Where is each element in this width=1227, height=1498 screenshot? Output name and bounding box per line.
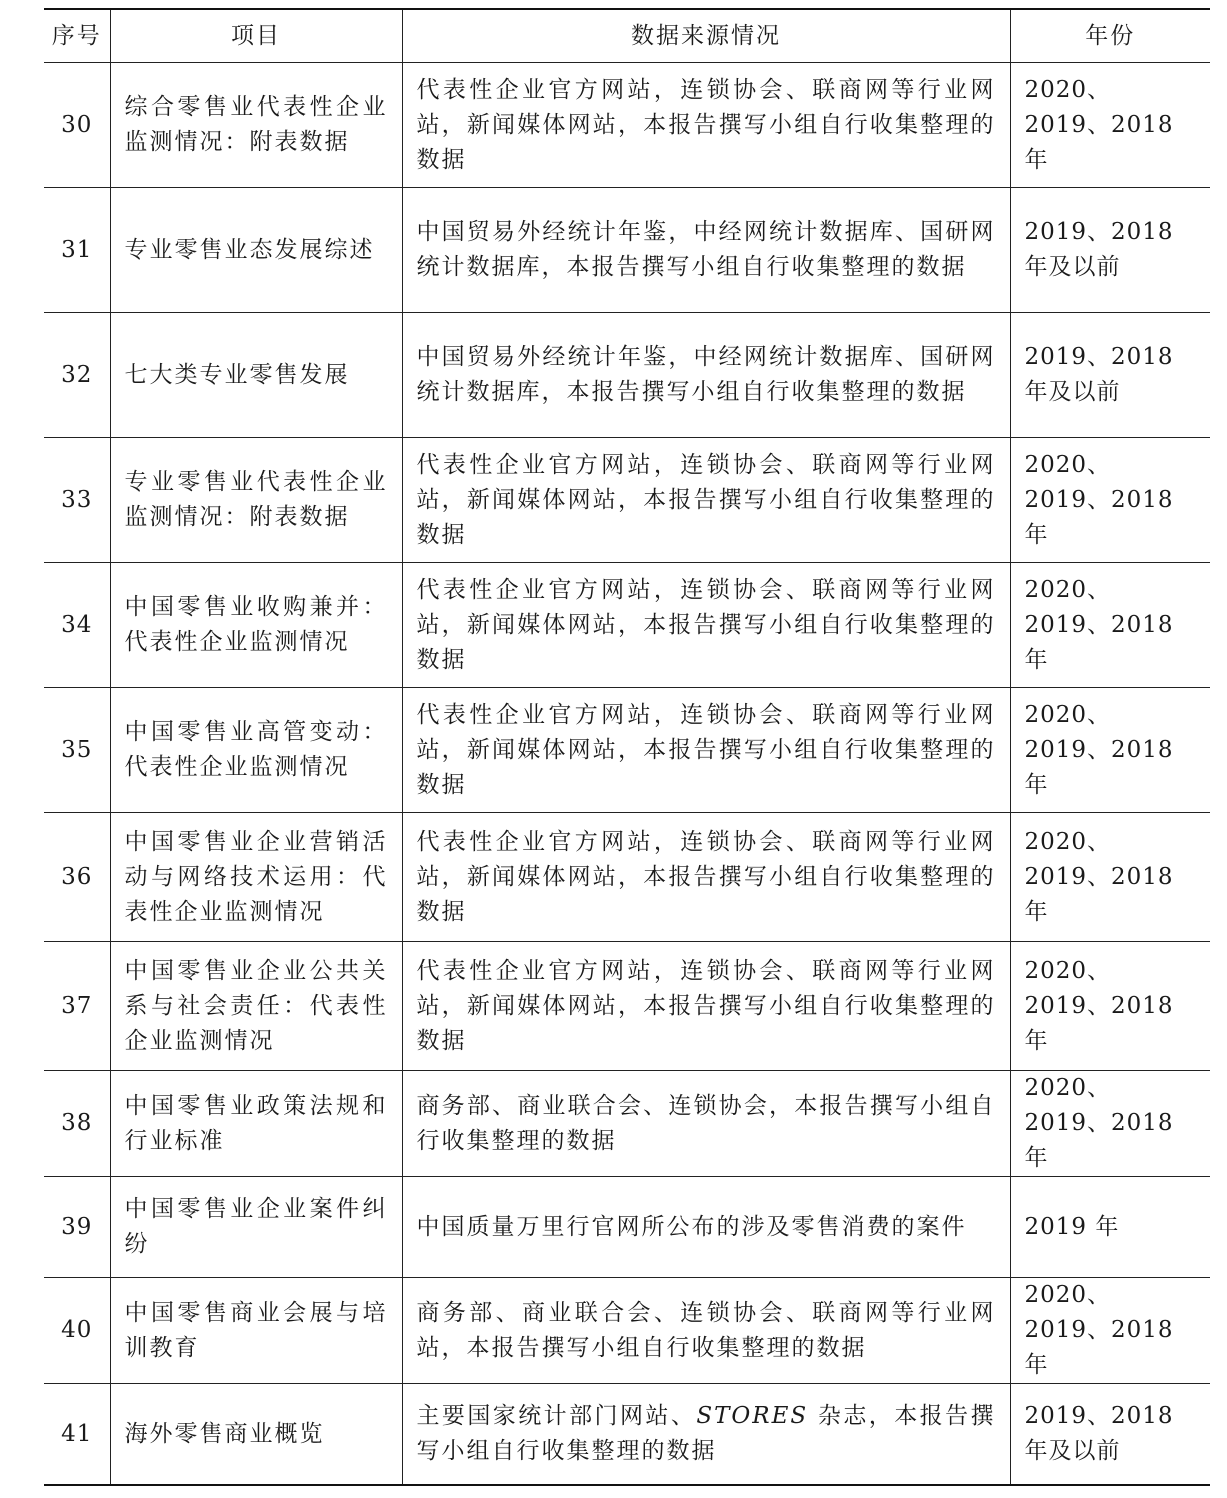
row-year: 2020、2019、2018 年 bbox=[1010, 63, 1210, 188]
row-source: 中国贸易外经统计年鉴，中经网统计数据库、国研网统计数据库，本报告撰写小组自行收集整理的数据 bbox=[402, 313, 1010, 438]
table-row bbox=[44, 563, 1210, 688]
row-item: 中国零售业企业公共关系与社会责任：代表性企业监测情况 bbox=[110, 942, 402, 1071]
row-no: 41 bbox=[44, 1384, 110, 1486]
row-no: 38 bbox=[44, 1071, 110, 1177]
row-source: 代表性企业官方网站，连锁协会、联商网等行业网站，新闻媒体网站，本报告撰写小组自行收集整理的数据 bbox=[402, 438, 1010, 563]
row-no: 34 bbox=[44, 563, 110, 688]
row-year: 2020、2019、2018 年 bbox=[1010, 1071, 1210, 1177]
row-no: 30 bbox=[44, 63, 110, 188]
row-source-pre: 主要国家统计部门网站、 bbox=[416, 1403, 697, 1429]
row-no: 32 bbox=[44, 313, 110, 438]
table-row bbox=[44, 688, 1210, 813]
row-no: 31 bbox=[44, 188, 110, 313]
row-source: 商务部、商业联合会、连锁协会、联商网等行业网站，本报告撰写小组自行收集整理的数据 bbox=[402, 1278, 1010, 1384]
table-row bbox=[44, 63, 1210, 188]
header-no: 序号 bbox=[44, 9, 110, 63]
row-year: 2020、2019、2018 年 bbox=[1010, 942, 1210, 1071]
row-source bbox=[402, 1384, 1010, 1486]
row-no: 36 bbox=[44, 813, 110, 942]
row-source-post: 杂志，本报告撰写小组自行收集整理的数据 bbox=[416, 1403, 996, 1464]
row-source: 代表性企业官方网站，连锁协会、联商网等行业网站，新闻媒体网站，本报告撰写小组自行收集整理的数据 bbox=[402, 688, 1010, 813]
row-source: 代表性企业官方网站，连锁协会、联商网等行业网站，新闻媒体网站，本报告撰写小组自行收集整理的数据 bbox=[402, 563, 1010, 688]
row-item: 中国零售商业会展与培训教育 bbox=[110, 1278, 402, 1384]
row-year: 2019、2018 年及以前 bbox=[1010, 313, 1210, 438]
header-item: 项目 bbox=[110, 9, 402, 63]
row-year: 2020、2019、2018 年 bbox=[1010, 688, 1210, 813]
header-source: 数据来源情况 bbox=[402, 9, 1010, 63]
row-item: 七大类专业零售发展 bbox=[110, 313, 402, 438]
row-year: 2019 年 bbox=[1010, 1177, 1210, 1278]
row-no: 33 bbox=[44, 438, 110, 563]
row-no: 37 bbox=[44, 942, 110, 1071]
table-row bbox=[44, 942, 1210, 1071]
row-item: 专业零售业代表性企业监测情况：附表数据 bbox=[110, 438, 402, 563]
header-year: 年份 bbox=[1010, 9, 1210, 63]
row-year: 2020、2019、2018 年 bbox=[1010, 1278, 1210, 1384]
row-item: 中国零售业高管变动：代表性企业监测情况 bbox=[110, 688, 402, 813]
row-item: 综合零售业代表性企业监测情况：附表数据 bbox=[110, 63, 402, 188]
table-row bbox=[44, 1071, 1210, 1177]
row-no: 40 bbox=[44, 1278, 110, 1384]
table-row bbox=[44, 313, 1210, 438]
row-year: 2019、2018 年及以前 bbox=[1010, 1384, 1210, 1486]
row-source: 商务部、商业联合会、连锁协会，本报告撰写小组自行收集整理的数据 bbox=[402, 1071, 1010, 1177]
row-item: 专业零售业态发展综述 bbox=[110, 188, 402, 313]
table-row bbox=[44, 1278, 1210, 1384]
row-source: 代表性企业官方网站，连锁协会、联商网等行业网站，新闻媒体网站，本报告撰写小组自行收集整理的数据 bbox=[402, 63, 1010, 188]
table-header-row bbox=[44, 9, 1210, 63]
table-row bbox=[44, 1177, 1210, 1278]
row-no: 35 bbox=[44, 688, 110, 813]
row-source: 代表性企业官方网站，连锁协会、联商网等行业网站，新闻媒体网站，本报告撰写小组自行收集整理的数据 bbox=[402, 942, 1010, 1071]
row-year: 2020、2019、2018 年 bbox=[1010, 563, 1210, 688]
row-no: 39 bbox=[44, 1177, 110, 1278]
row-item: 中国零售业企业营销活动与网络技术运用：代表性企业监测情况 bbox=[110, 813, 402, 942]
row-item: 中国零售业收购兼并：代表性企业监测情况 bbox=[110, 563, 402, 688]
row-item: 中国零售业政策法规和行业标准 bbox=[110, 1071, 402, 1177]
row-source: 中国贸易外经统计年鉴，中经网统计数据库、国研网统计数据库，本报告撰写小组自行收集整理的数据 bbox=[402, 188, 1010, 313]
row-year: 2019、2018 年及以前 bbox=[1010, 188, 1210, 313]
table-row bbox=[44, 813, 1210, 942]
table-row bbox=[44, 438, 1210, 563]
row-year: 2020、2019、2018 年 bbox=[1010, 438, 1210, 563]
row-item: 中国零售业企业案件纠纷 bbox=[110, 1177, 402, 1278]
row-year: 2020、2019、2018 年 bbox=[1010, 813, 1210, 942]
table-row bbox=[44, 1384, 1210, 1486]
row-source: 代表性企业官方网站，连锁协会、联商网等行业网站，新闻媒体网站，本报告撰写小组自行收集整理的数据 bbox=[402, 813, 1010, 942]
table-row bbox=[44, 188, 1210, 313]
row-item: 海外零售商业概览 bbox=[110, 1384, 402, 1486]
data-source-table bbox=[44, 8, 1210, 1486]
row-source: 中国质量万里行官网所公布的涉及零售消费的案件 bbox=[402, 1177, 1010, 1278]
row-source-magazine: STORES bbox=[696, 1403, 809, 1429]
